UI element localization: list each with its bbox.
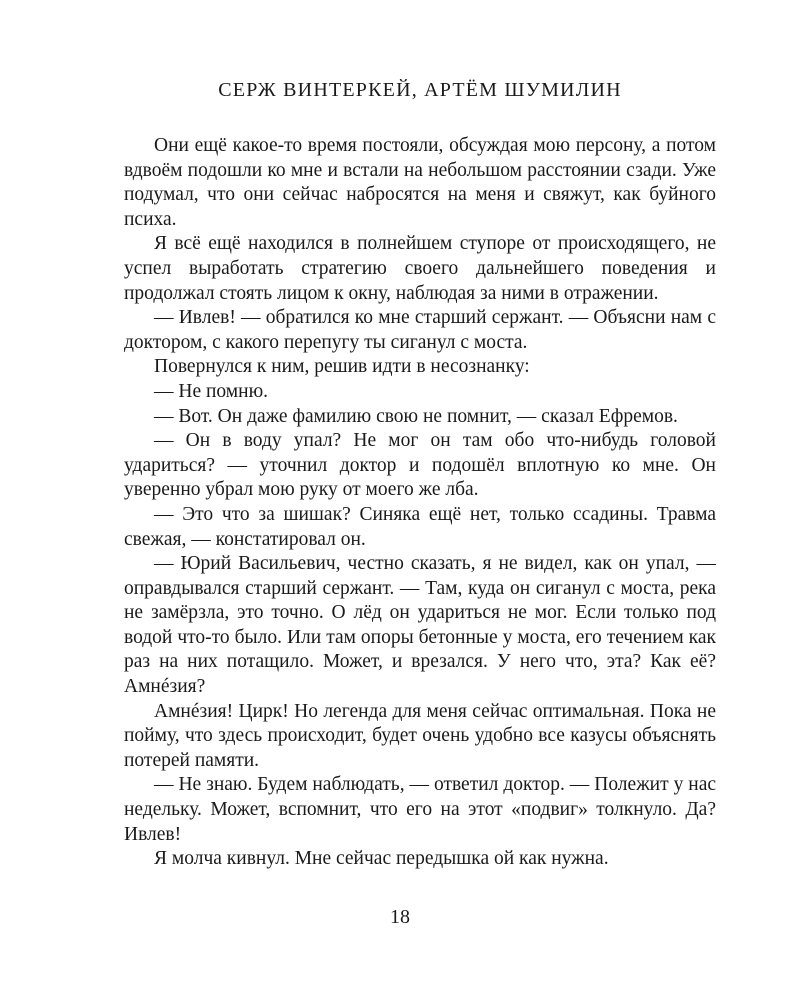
paragraph: Амнéзия! Цирк! Но легенда для меня сейчас оптимальная. Пока не пойму, что здесь происходит, будет очень удобно все казусы объяснять потерей памяти. bbox=[124, 700, 716, 771]
book-page bbox=[124, 76, 716, 872]
body-text bbox=[124, 134, 716, 872]
paragraph: — Юрий Васильевич, честно сказать, я не видел, как он упал, — оправдывался старший сержант. — Там, куда он сиганул с моста, река не замёрзла, это точно. О лёд он удариться не мог. Если только под водой что-то было. Или там опоры бетонные у моста, его течением как раз на них потащило. Может, и врезался. У него что, эта? Как её? Амнéзия? bbox=[124, 553, 716, 698]
paragraph: — Он в воду упал? Не мог он там обо что-нибудь головой удариться? — уточнил доктор и подошёл вплотную ко мне. Он уверенно убрал мою руку от моего же лба. bbox=[124, 430, 716, 501]
paragraph: — Ивлев! — обратился ко мне старший сержант. — Объясни нам с доктором, с какого перепугу ты сиганул с моста. bbox=[124, 307, 716, 353]
paragraph: — Не помню. bbox=[154, 380, 269, 402]
running-head: СЕРЖ ВИНТЕРКЕЙ, АРТЁМ ШУМИЛИН bbox=[218, 79, 622, 101]
paragraph: Я всё ещё находился в полнейшем ступоре от происходящего, не успел выработать стратегию своего дальнейшего поведения и продолжал стоять лицом к окну, наблюдая за ними в отражении. bbox=[124, 233, 716, 304]
paragraph: Повернулся к ним, решив идти в несознанку: bbox=[154, 356, 530, 378]
paragraph: — Это что за шишак? Синяка ещё нет, только ссадины. Травма свежая, — констатировал он. bbox=[124, 503, 716, 550]
paragraph: Я молча кивнул. Мне сейчас передышка ой как нужна. bbox=[154, 848, 609, 870]
paragraph: Они ещё какое-то время постояли, обсуждая мою персону, а потом вдвоём подошли ко мне и встали на небольшом расстоянии сзади. Уже подумал, что они сейчас набросятся на меня и свяжут, как буйного психа. bbox=[124, 135, 716, 230]
paragraph: — Вот. Он даже фамилию свою не помнит, — сказал Ефремов. bbox=[154, 405, 678, 427]
paragraph: — Не знаю. Будем наблюдать, — ответил доктор. — Полежит у нас недельку. Может, вспомнит, что его на этот «подвиг» толкнуло. Да? Ивлев! bbox=[124, 774, 716, 845]
page-number: 18 bbox=[390, 906, 410, 928]
